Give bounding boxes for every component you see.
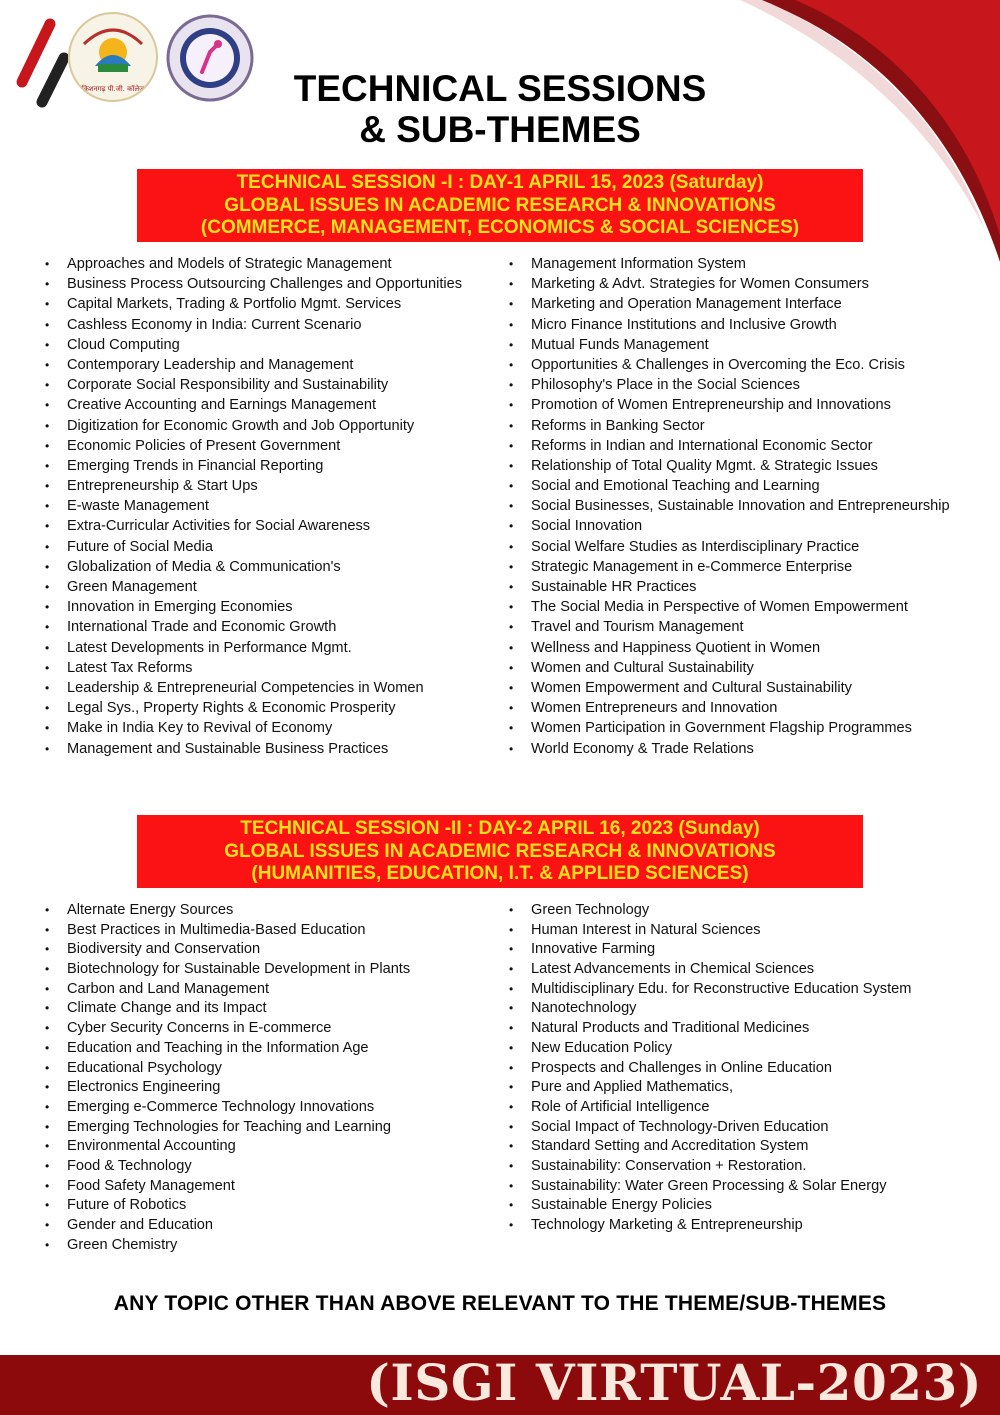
topic-item: • Extra-Curricular Activities for Social Awareness	[45, 516, 462, 536]
topic-item: • Cashless Economy in India: Current Scenario	[45, 315, 462, 335]
topic-item: • Marketing and Operation Management Interface	[509, 294, 950, 314]
topic-item: • Reforms in Indian and International Economic Sector	[509, 436, 950, 456]
topic-item: • Approaches and Models of Strategic Management	[45, 254, 462, 274]
topic-item: • Alternate Energy Sources	[45, 901, 410, 921]
topic-item: • New Education Policy	[509, 1039, 911, 1059]
topic-item: • Mutual Funds Management	[509, 335, 950, 355]
topic-item: • Strategic Management in e-Commerce Enterprise	[509, 557, 950, 577]
topic-item: • Digitization for Economic Growth and Job Opportunity	[45, 416, 462, 436]
topic-item: • Green Technology	[509, 901, 911, 921]
topic-item: • Women Participation in Government Flagship Programmes	[509, 718, 950, 738]
topic-item: • Philosophy's Place in the Social Sciences	[509, 375, 950, 395]
topic-item: • Marketing & Advt. Strategies for Women Consumers	[509, 274, 950, 294]
session-2-heading: TECHNICAL SESSION -II : DAY-2 APRIL 16, 2023 (Sunday)	[240, 818, 760, 839]
topic-item: • Role of Artificial Intelligence	[509, 1098, 911, 1118]
topic-item: • Latest Developments in Performance Mgmt.	[45, 638, 462, 658]
topic-item: • Educational Psychology	[45, 1059, 410, 1079]
topic-item: • World Economy & Trade Relations	[509, 739, 950, 759]
topic-item: • Leadership & Entrepreneurial Competencies in Women	[45, 678, 462, 698]
topic-item: • Cyber Security Concerns in E-commerce	[45, 1019, 410, 1039]
topic-item: • Travel and Tourism Management	[509, 617, 950, 637]
topic-item: • Management and Sustainable Business Practices	[45, 739, 462, 759]
topic-item: • Make in India Key to Revival of Economy	[45, 718, 462, 738]
topic-item: • Globalization of Media & Communication's	[45, 557, 462, 577]
topic-item: • Sustainable Energy Policies	[509, 1196, 911, 1216]
topic-item: • Legal Sys., Property Rights & Economic Prosperity	[45, 698, 462, 718]
topic-item: • Reforms in Banking Sector	[509, 416, 950, 436]
topic-item: • Pure and Applied Mathematics,	[509, 1078, 911, 1098]
topic-item: • Social Businesses, Sustainable Innovation and Entrepreneurship	[509, 496, 950, 516]
topic-item: • Emerging Trends in Financial Reporting	[45, 456, 462, 476]
session-1-theme: GLOBAL ISSUES IN ACADEMIC RESEARCH & INNOVATIONS	[224, 194, 776, 216]
footer-brand: (ISGI VIRTUAL-2023)	[366, 1353, 982, 1412]
topic-item: • Green Management	[45, 577, 462, 597]
session-2-banner	[137, 815, 863, 888]
topic-item: • Relationship of Total Quality Mgmt. & Strategic Issues	[509, 456, 950, 476]
topic-item: • Education and Teaching in the Information Age	[45, 1039, 410, 1059]
topic-item: • Electronics Engineering	[45, 1078, 410, 1098]
topic-item: • Food & Technology	[45, 1157, 410, 1177]
topic-item: • Creative Accounting and Earnings Management	[45, 395, 462, 415]
topic-item: • Contemporary Leadership and Management	[45, 355, 462, 375]
topic-item: • Best Practices in Multimedia-Based Education	[45, 921, 410, 941]
title-line-1: TECHNICAL SESSIONS	[293, 68, 707, 109]
topic-item: • International Trade and Economic Growth	[45, 617, 462, 637]
topic-item: • Women Empowerment and Cultural Sustainability	[509, 678, 950, 698]
topic-item: • Climate Change and its Impact	[45, 999, 410, 1019]
footer-note: ANY TOPIC OTHER THAN ABOVE RELEVANT TO THE THEME/SUB-THEMES	[113, 1292, 887, 1315]
topic-item: • Capital Markets, Trading & Portfolio Mgmt. Services	[45, 294, 462, 314]
topic-item: • Green Chemistry	[45, 1236, 410, 1256]
session-2-topics-left	[45, 901, 410, 1255]
topic-item: • Promotion of Women Entrepreneurship and Innovations	[509, 395, 950, 415]
topic-item: • Emerging e-Commerce Technology Innovations	[45, 1098, 410, 1118]
topic-item: • Management Information System	[509, 254, 950, 274]
topic-item: • Entrepreneurship & Start Ups	[45, 476, 462, 496]
session-2-disciplines: (HUMANITIES, EDUCATION, I.T. & APPLIED SCIENCES)	[251, 863, 749, 884]
topic-item: • Social and Emotional Teaching and Learning	[509, 476, 950, 496]
topic-item: • Sustainability: Water Green Processing & Solar Energy	[509, 1177, 911, 1197]
topic-item: • Cloud Computing	[45, 335, 462, 355]
session-1-heading: TECHNICAL SESSION -I : DAY-1 APRIL 15, 2023 (Saturday)	[236, 172, 764, 193]
topic-item: • Biodiversity and Conservation	[45, 940, 410, 960]
topic-item: • Food Safety Management	[45, 1177, 410, 1197]
topic-item: • Gender and Education	[45, 1216, 410, 1236]
topic-item: • Standard Setting and Accreditation System	[509, 1137, 911, 1157]
topic-item: • Emerging Technologies for Teaching and Learning	[45, 1118, 410, 1138]
topic-item: • Social Innovation	[509, 516, 950, 536]
topic-item: • Micro Finance Institutions and Inclusive Growth	[509, 315, 950, 335]
topic-item: • Latest Advancements in Chemical Sciences	[509, 960, 911, 980]
topic-item: • Future of Social Media	[45, 537, 462, 557]
topic-item: • The Social Media in Perspective of Women Empowerment	[509, 597, 950, 617]
topic-item: • Sustainability: Conservation + Restoration.	[509, 1157, 911, 1177]
topic-item: • Corporate Social Responsibility and Sustainability	[45, 375, 462, 395]
college-logo-text: किशनगढ़ पी.जी. कॉलेज	[81, 85, 145, 93]
topic-item: • Latest Tax Reforms	[45, 658, 462, 678]
topic-item: • Environmental Accounting	[45, 1137, 410, 1157]
topic-item: • Nanotechnology	[509, 999, 911, 1019]
page-title	[0, 68, 1000, 150]
session-1-topics-right	[509, 254, 950, 759]
topic-item: • Technology Marketing & Entrepreneurship	[509, 1216, 911, 1236]
topic-item: • Human Interest in Natural Sciences	[509, 921, 911, 941]
topic-item: • Economic Policies of Present Government	[45, 436, 462, 456]
topic-item: • Social Welfare Studies as Interdisciplinary Practice	[509, 537, 950, 557]
topic-item: • Social Impact of Technology-Driven Education	[509, 1118, 911, 1138]
title-line-2: & SUB-THEMES	[359, 109, 641, 150]
topic-item: • Business Process Outsourcing Challenges and Opportunities	[45, 274, 462, 294]
session-1-disciplines: (COMMERCE, MANAGEMENT, ECONOMICS & SOCIAL SCIENCES)	[200, 217, 800, 238]
topic-item: • Natural Products and Traditional Medicines	[509, 1019, 911, 1039]
topic-item: • Innovation in Emerging Economies	[45, 597, 462, 617]
topic-item: • Opportunities & Challenges in Overcoming the Eco. Crisis	[509, 355, 950, 375]
topic-item: • Prospects and Challenges in Online Education	[509, 1059, 911, 1079]
topic-item: • Innovative Farming	[509, 940, 911, 960]
session-2-topics-right	[509, 901, 911, 1236]
topic-item: • E-waste Management	[45, 496, 462, 516]
topic-item: • Women Entrepreneurs and Innovation	[509, 698, 950, 718]
session-1-topics-left	[45, 254, 462, 759]
topic-item: • Future of Robotics	[45, 1196, 410, 1216]
session-2-theme: GLOBAL ISSUES IN ACADEMIC RESEARCH & INNOVATIONS	[224, 840, 776, 862]
topic-item: • Biotechnology for Sustainable Development in Plants	[45, 960, 410, 980]
topic-item: • Women and Cultural Sustainability	[509, 658, 950, 678]
topic-item: • Multidisciplinary Edu. for Reconstructive Education System	[509, 980, 911, 1000]
session-1-banner	[137, 169, 863, 242]
topic-item: • Carbon and Land Management	[45, 980, 410, 1000]
topic-item: • Wellness and Happiness Quotient in Women	[509, 638, 950, 658]
topic-item: • Sustainable HR Practices	[509, 577, 950, 597]
